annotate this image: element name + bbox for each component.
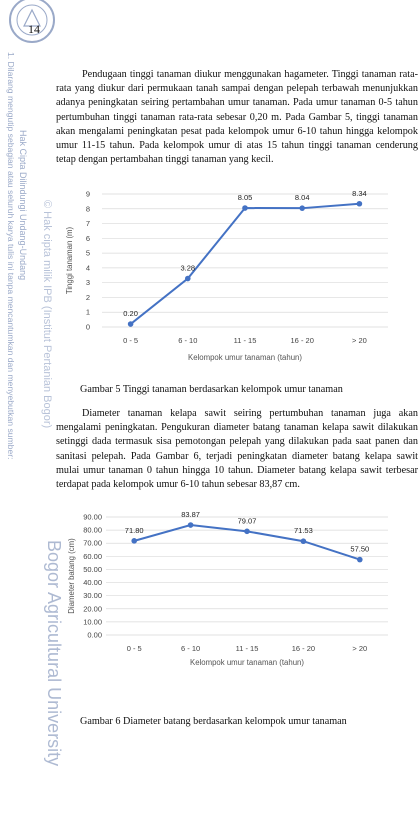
y-tick-label: 5 — [85, 248, 90, 258]
data-point — [357, 201, 363, 207]
x-tick-label: 16 - 20 — [291, 644, 316, 653]
y-tick-label: 80.00 — [83, 525, 102, 535]
data-label: 79.07 — [237, 516, 257, 526]
data-label: 8.34 — [352, 188, 367, 198]
y-tick-label: 30.00 — [83, 591, 102, 601]
y-tick-label: 90.00 — [83, 512, 102, 522]
y-tick-label: 60.00 — [83, 551, 102, 561]
x-tick-label: 6 - 10 — [178, 336, 198, 345]
y-tick-label: 8 — [85, 204, 90, 214]
data-label: 71.80 — [124, 525, 144, 535]
data-point — [244, 529, 250, 535]
data-point — [357, 557, 363, 563]
y-tick-label: 10.00 — [83, 617, 102, 627]
data-label: 3.28 — [180, 263, 196, 273]
paragraph-2-text: Diameter tanaman kelapa sawit seiring pertumbuhan tanaman juga akan mengalami peningkatan. Pengukuran diameter batang tanaman kelapa sawit dilakukan setinggi dada termasuk sisa pemotongan pelepah yang dilakukan pada saat panen dan sanitasi pelepah. Pada Gambar 6, terjadi peningkatan diameter batang kelapa sawit mulai umur tanaman 0 tahun hingga 10 tahun. Diameter batang kelapa sawit terbesar terdapat pada kelompok umur 6-10 tahun sebesar 83,87 cm. — [56, 408, 418, 491]
x-axis-label: Kelompok umur tanaman (tahun) — [188, 353, 302, 362]
data-point — [301, 538, 307, 544]
data-point — [299, 205, 305, 211]
y-tick-label: 6 — [85, 233, 90, 243]
y-tick-label: 3 — [85, 278, 90, 288]
data-label: 71.53 — [294, 526, 313, 536]
y-tick-label: 0 — [85, 322, 90, 332]
chart-tinggi-tanaman — [65, 182, 392, 367]
y-tick-label: 1 — [85, 307, 90, 317]
data-point — [128, 321, 134, 327]
y-axis-label: Tinggi tanaman (m) — [65, 226, 74, 295]
y-tick-label: 70.00 — [83, 538, 102, 548]
x-tick-label: > 20 — [351, 336, 367, 345]
side-watermark — [0, 40, 64, 800]
watermark-right-line: Bogor Agricultural University — [44, 540, 64, 767]
data-point — [185, 276, 191, 282]
y-tick-label: 40.00 — [83, 578, 102, 588]
x-axis-label: Kelompok umur tanaman (tahun) — [190, 658, 304, 667]
y-tick-label: 7 — [85, 219, 90, 229]
figure-5-caption: Gambar 5 Tinggi tanaman berdasarkan kelompok umur tanaman — [80, 384, 343, 395]
x-tick-label: 11 - 15 — [235, 644, 259, 653]
watermark-left-line2: Hak Cipta Dilindungi Undang-Undang — [18, 130, 28, 281]
x-tick-label: 0 - 5 — [123, 336, 139, 345]
data-label: 8.05 — [237, 193, 253, 203]
x-tick-label: 6 - 10 — [181, 644, 201, 653]
page-number: 14 — [28, 22, 40, 36]
chart-diameter-batang — [67, 500, 392, 705]
data-point — [188, 522, 194, 528]
y-tick-label: 50.00 — [83, 564, 102, 574]
paragraph-diameter-batang — [56, 407, 418, 492]
x-tick-label: > 20 — [352, 644, 368, 653]
watermark-center-line: © Hak cipta milik IPB (Institut Pertanian Bogor) — [41, 200, 53, 429]
y-tick-label: 9 — [85, 189, 90, 199]
data-label: 0.20 — [123, 309, 138, 319]
data-label: 57.50 — [350, 544, 370, 554]
paragraph-tinggi-tanaman — [56, 68, 418, 167]
paragraph-1-text: Pendugaan tinggi tanaman diukur menggunakan hagameter. Tinggi tanaman rata-rata yang diukur dari permukaan tanah sampai dengan pelepah terbawah menunjukkan adanya peningkatan seiring pertambahan umur tanaman. Pada umur tanaman 0-5 tahun pertumbuhan tinggi tanaman rata-rata sebesar 0,20 m. Pada Gambar 5, tinggi tanaman akan mengalami peningkatan pesat pada kelompok umur 6-10 tahun hingga kelompok umur 11-15 tahun. Pada kelompok umur di atas 15 tahun tinggi tanaman cenderung tetap dengan pertambahan tinggi tanaman yang kecil. — [56, 69, 418, 166]
x-tick-label: 11 - 15 — [233, 336, 257, 345]
y-tick-label: 2 — [85, 292, 90, 302]
y-tick-label: 0.00 — [87, 630, 102, 640]
series-line — [131, 204, 360, 324]
data-label: 83.87 — [181, 510, 200, 520]
y-axis-label: Diameter batang (cm) — [67, 538, 76, 614]
figure-6-caption: Gambar 6 Diameter batang berdasarkan kelompok umur tanaman — [80, 716, 347, 727]
data-point — [242, 205, 248, 211]
y-tick-label: 20.00 — [83, 604, 102, 614]
y-tick-label: 4 — [85, 263, 90, 273]
x-tick-label: 0 - 5 — [126, 644, 142, 653]
x-tick-label: 16 - 20 — [290, 336, 314, 345]
watermark-left-line1: 1. Dilarang mengutip sebagian atau seluruh karya tulis ini tanpa mencantumkan dan menyebutkan sumber: — [6, 52, 16, 460]
data-point — [131, 538, 137, 544]
data-label: 8.04 — [294, 193, 310, 203]
